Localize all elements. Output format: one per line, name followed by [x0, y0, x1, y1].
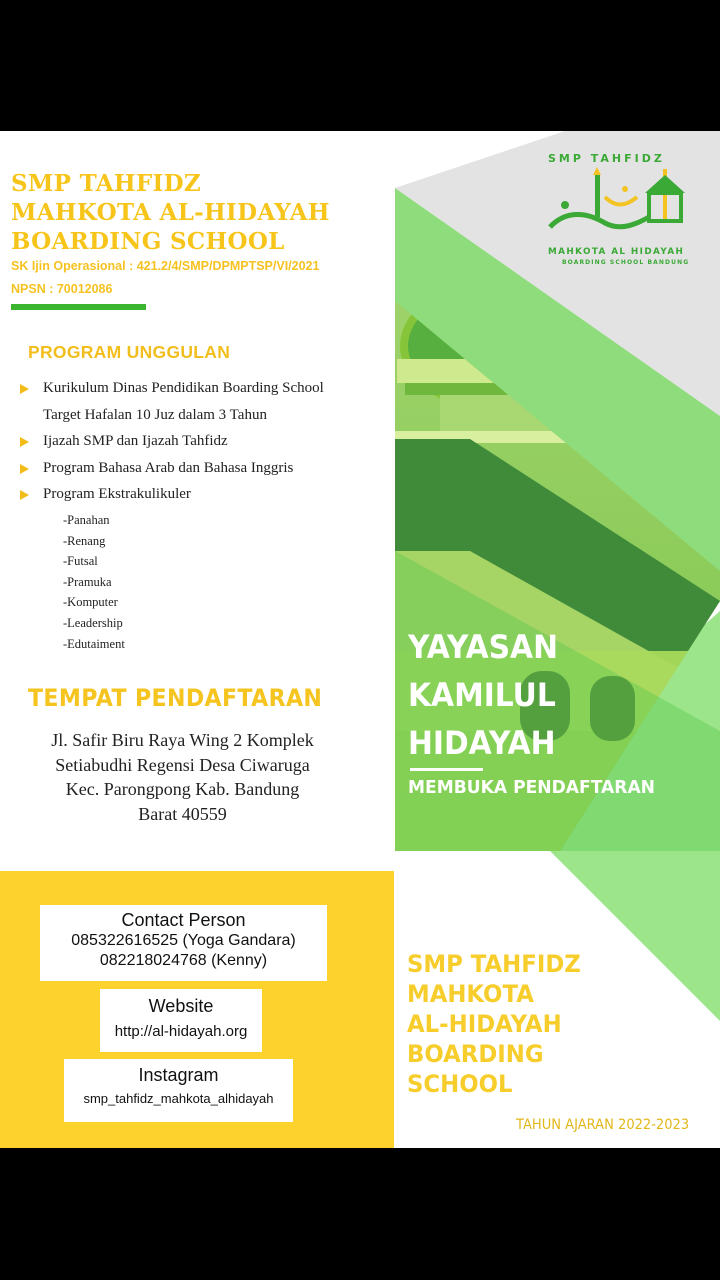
contact-phone[interactable]: 082218024768 (Kenny): [99, 952, 268, 969]
program-item-continuation: Target Hafalan 10 Juz dalam 3 Tahun: [43, 406, 267, 423]
logo-top-text: SMP TAHFIDZ: [548, 152, 665, 165]
yayasan-line: HIDAYAH: [408, 724, 556, 762]
program-item-label: Kurikulum Dinas Pendidikan Boarding School: [43, 380, 324, 396]
extracurricular-item: -Leadership: [63, 615, 123, 630]
triangle-bullet-icon: [20, 464, 29, 474]
program-item: [18, 375, 378, 402]
website-card: [100, 989, 262, 1052]
top-black-bar: [0, 0, 720, 131]
program-item-label: Ijazah SMP dan Ijazah Tahfidz: [43, 433, 228, 449]
program-item: [18, 455, 378, 482]
extracurricular-item: -Edutaiment: [63, 636, 125, 651]
school-name-line: BOARDING SCHOOL: [11, 228, 285, 255]
instagram-card: [64, 1059, 293, 1122]
school-name-line: SMP TAHFIDZ: [11, 170, 201, 197]
logo-school-name: MAHKOTA AL HIDAYAH: [548, 247, 685, 257]
sk-ijin-text: SK Ijin Operasional : 421.2/4/SMP/DPMPTSP/VI/2021: [11, 259, 320, 273]
school-name-large-line: MAHKOTA: [407, 980, 534, 1008]
contact-phone[interactable]: 085322616525 (Yoga Gandara): [71, 932, 296, 949]
school-name: [11, 169, 330, 256]
instagram-handle[interactable]: smp_tahfidz_mahkota_alhidayah: [83, 1091, 274, 1106]
address-line: Barat 40559: [138, 803, 227, 824]
school-name-large: [407, 949, 581, 1099]
address-line: Setiabudhi Regensi Desa Ciwaruga: [55, 754, 310, 775]
address-line: Kec. Parongpong Kab. Bandung: [65, 779, 300, 799]
triangle-bullet-icon: [20, 490, 29, 500]
flyer: [0, 131, 720, 1148]
contact-title: Contact Person: [121, 910, 246, 930]
website-title: Website: [148, 996, 214, 1016]
school-name-large-line: SCHOOL: [407, 1070, 513, 1098]
extracurricular-item: -Panahan: [63, 513, 110, 527]
extracurricular-list: [63, 510, 125, 654]
npsn-text: NPSN : 70012086: [11, 282, 113, 296]
registration-address: [10, 728, 355, 826]
program-item: [18, 481, 378, 508]
extracurricular-item: -Futsal: [63, 554, 98, 569]
program-title: PROGRAM UNGGULAN: [28, 342, 231, 362]
registration-open-text: MEMBUKA PENDAFTARAN: [408, 777, 655, 798]
school-name-line: MAHKOTA AL-HIDAYAH: [11, 199, 330, 226]
bottom-black-bar: [0, 1148, 720, 1280]
program-item: [18, 428, 378, 455]
program-list: [18, 375, 378, 508]
website-link[interactable]: http://al-hidayah.org: [114, 1023, 248, 1040]
program-item-label: Program Ekstrakulikuler: [43, 486, 191, 502]
extracurricular-item: -Komputer: [63, 595, 118, 610]
extracurricular-item: -Pramuka: [63, 574, 112, 589]
school-name-large-line: BOARDING: [407, 1040, 544, 1068]
instagram-title: Instagram: [138, 1065, 219, 1085]
school-name-large-line: SMP TAHFIDZ: [407, 950, 581, 978]
yayasan-title: [408, 623, 558, 767]
mosque-calligraphy-logo-icon: [545, 167, 700, 245]
address-line: Jl. Safir Biru Raya Wing 2 Komplek: [51, 730, 314, 750]
triangle-bullet-icon: [20, 384, 29, 394]
registration-title: TEMPAT PENDAFTARAN: [28, 684, 323, 712]
yayasan-line: KAMILUL: [408, 676, 556, 714]
extracurricular-item: -Renang: [63, 533, 106, 548]
green-underline: [11, 304, 146, 310]
triangle-bullet-icon: [20, 437, 29, 447]
white-divider: [410, 768, 483, 771]
yayasan-line: YAYASAN: [408, 628, 558, 666]
contact-card: [40, 905, 327, 981]
logo-subtitle: BOARDING SCHOOL BANDUNG: [562, 259, 690, 266]
academic-year: TAHUN AJARAN 2022-2023: [516, 1117, 690, 1133]
program-item-label: Program Bahasa Arab dan Bahasa Inggris: [43, 459, 294, 476]
school-name-large-line: AL-HIDAYAH: [407, 1010, 562, 1038]
